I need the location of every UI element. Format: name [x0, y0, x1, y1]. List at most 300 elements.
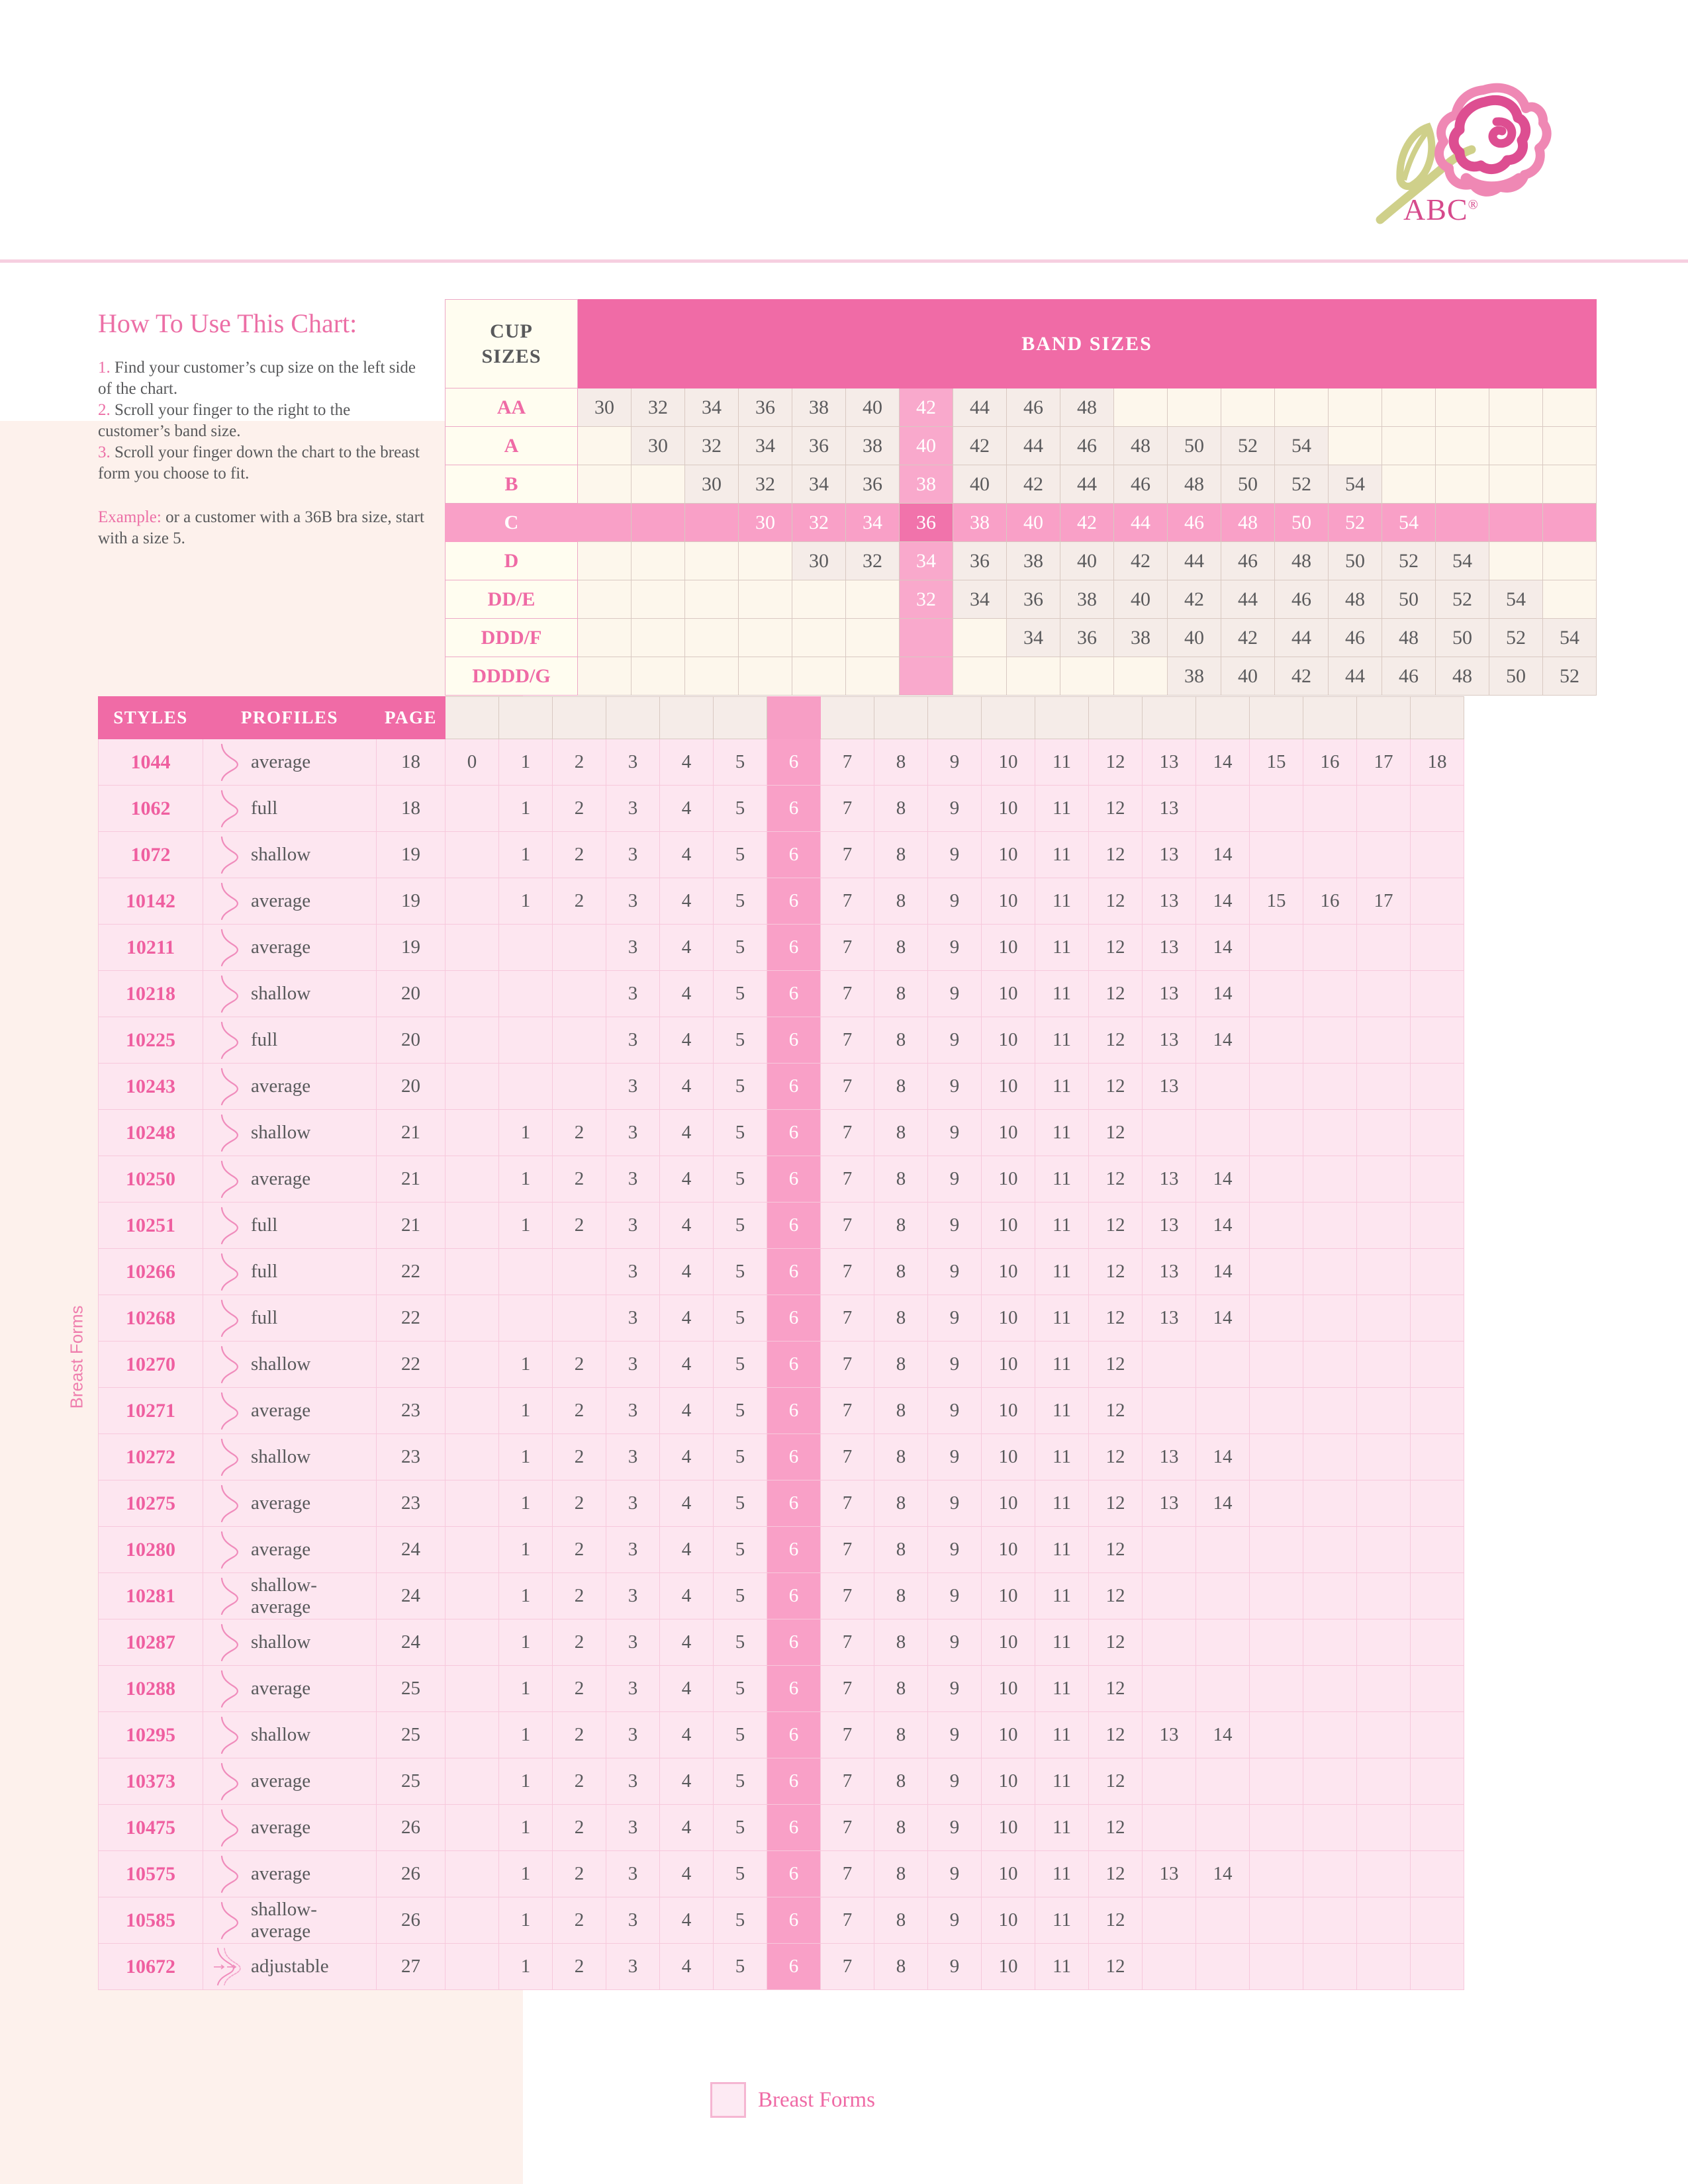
styles-header-spacer: [1303, 697, 1357, 739]
form-size-cell: [1250, 832, 1303, 878]
form-size-cell: [1357, 1064, 1411, 1110]
band-size-cell: 34: [792, 465, 846, 504]
form-size-cell: 12: [1089, 1897, 1143, 1944]
cup-size-label: B: [445, 465, 578, 504]
form-size-cell: 7: [821, 1388, 874, 1434]
table-row[interactable]: [99, 739, 1464, 786]
band-size-cell: 50: [1221, 465, 1275, 504]
table-row[interactable]: [99, 1480, 1464, 1527]
form-size-cell: [1303, 1156, 1357, 1203]
table-row[interactable]: [99, 1388, 1464, 1434]
band-size-cell: 38: [900, 465, 953, 504]
form-size-cell: [1411, 1805, 1464, 1851]
form-size-cell: [1411, 925, 1464, 971]
form-size-cell: [1250, 1619, 1303, 1666]
form-size-cell: 10: [982, 1434, 1035, 1480]
form-size-cell: 10: [982, 1156, 1035, 1203]
form-size-cell: 8: [874, 1897, 928, 1944]
form-size-cell: 11: [1035, 1619, 1089, 1666]
form-size-cell: 11: [1035, 1805, 1089, 1851]
form-size-cell: [445, 1851, 499, 1897]
form-size-cell: [1196, 1805, 1250, 1851]
band-size-cell: 42: [1168, 580, 1221, 619]
form-size-cell: 2: [553, 1434, 606, 1480]
table-row[interactable]: [99, 1712, 1464, 1758]
table-row[interactable]: [99, 1897, 1464, 1944]
form-size-cell: 1: [499, 1851, 553, 1897]
band-size-cell: 36: [900, 504, 953, 542]
form-size-cell: 7: [821, 1573, 874, 1619]
style-number: 10280: [99, 1527, 203, 1573]
header-divider-rule: [0, 259, 1688, 263]
form-size-cell: 10: [982, 739, 1035, 786]
band-size-cell: 34: [685, 388, 739, 427]
form-size-cell: [1250, 1897, 1303, 1944]
form-size-cell: 8: [874, 1527, 928, 1573]
band-size-cell: 44: [1168, 542, 1221, 580]
form-size-cell: [1411, 1295, 1464, 1342]
styles-column-header: STYLES: [99, 697, 203, 739]
form-size-cell: [499, 1249, 553, 1295]
form-size-cell: 9: [928, 739, 982, 786]
form-size-cell: 9: [928, 1851, 982, 1897]
profile-cell: [203, 1295, 377, 1342]
form-size-cell: 7: [821, 739, 874, 786]
form-size-cell: 6: [767, 1944, 821, 1990]
form-size-cell: [445, 1156, 499, 1203]
form-size-cell: 4: [660, 1805, 714, 1851]
form-size-cell: 12: [1089, 1342, 1143, 1388]
band-size-cell: [1221, 388, 1275, 427]
table-row[interactable]: [99, 1944, 1464, 1990]
form-size-cell: 13: [1143, 1712, 1196, 1758]
form-size-cell: 15: [1250, 739, 1303, 786]
cup-sizes-header: [445, 300, 578, 388]
form-size-cell: 3: [606, 739, 660, 786]
brand-wordmark: [1403, 192, 1479, 227]
form-size-cell: 3: [606, 1295, 660, 1342]
form-size-cell: 12: [1089, 1573, 1143, 1619]
form-size-cell: 10: [982, 1064, 1035, 1110]
form-size-cell: 4: [660, 1897, 714, 1944]
profile-label: average: [251, 1678, 311, 1699]
form-size-cell: 7: [821, 925, 874, 971]
form-size-cell: [1411, 1573, 1464, 1619]
form-size-cell: 11: [1035, 1897, 1089, 1944]
form-size-cell: 12: [1089, 971, 1143, 1017]
form-size-cell: 10: [982, 1388, 1035, 1434]
form-size-cell: 6: [767, 1851, 821, 1897]
form-size-cell: 7: [821, 1064, 874, 1110]
form-size-cell: 4: [660, 1758, 714, 1805]
profile-cell: [203, 739, 377, 786]
form-size-cell: [445, 1434, 499, 1480]
style-number: 10211: [99, 925, 203, 971]
form-size-cell: 11: [1035, 786, 1089, 832]
band-size-cell: 42: [1114, 542, 1168, 580]
form-size-cell: [1411, 786, 1464, 832]
band-size-cell: [1543, 504, 1597, 542]
form-size-cell: 5: [714, 1342, 767, 1388]
page-number: 23: [377, 1388, 445, 1434]
profile-cell: [203, 1712, 377, 1758]
table-row[interactable]: [99, 1064, 1464, 1110]
profile-cell: [203, 1897, 377, 1944]
form-size-cell: [1303, 1342, 1357, 1388]
band-size-cell: 42: [900, 388, 953, 427]
form-size-cell: 7: [821, 1527, 874, 1573]
form-size-cell: 11: [1035, 1527, 1089, 1573]
form-size-cell: [1357, 1573, 1411, 1619]
form-size-cell: 1: [499, 1434, 553, 1480]
profile-cell: [203, 1805, 377, 1851]
form-size-cell: [1411, 1851, 1464, 1897]
breast-profile-icon: [212, 1530, 247, 1570]
form-size-cell: 2: [553, 878, 606, 925]
form-size-cell: 3: [606, 1944, 660, 1990]
band-size-cell: 46: [1221, 542, 1275, 580]
form-size-cell: 2: [553, 1573, 606, 1619]
band-size-cell: 32: [900, 580, 953, 619]
form-size-cell: 12: [1089, 1110, 1143, 1156]
page-number: 18: [377, 739, 445, 786]
form-size-cell: [445, 925, 499, 971]
form-size-cell: 3: [606, 1388, 660, 1434]
band-size-cell: 44: [1221, 580, 1275, 619]
form-size-cell: [1357, 1944, 1411, 1990]
profile-label: shallow: [251, 844, 311, 865]
form-size-cell: 5: [714, 1295, 767, 1342]
form-size-cell: [445, 1110, 499, 1156]
form-size-cell: [1303, 1944, 1357, 1990]
form-size-cell: 2: [553, 1342, 606, 1388]
style-number: 1044: [99, 739, 203, 786]
form-size-cell: 16: [1303, 739, 1357, 786]
form-size-cell: 10: [982, 1527, 1035, 1573]
band-size-cell: [685, 580, 739, 619]
form-size-cell: 1: [499, 1666, 553, 1712]
form-size-cell: 3: [606, 1851, 660, 1897]
form-size-cell: [553, 1064, 606, 1110]
form-size-cell: 4: [660, 1342, 714, 1388]
table-row[interactable]: [99, 925, 1464, 971]
band-size-cell: [1275, 388, 1329, 427]
form-size-cell: [1357, 1851, 1411, 1897]
form-size-cell: 6: [767, 1897, 821, 1944]
band-size-cell: 36: [1007, 580, 1060, 619]
form-size-cell: [1411, 1249, 1464, 1295]
table-row[interactable]: [99, 1249, 1464, 1295]
table-row[interactable]: [99, 1805, 1464, 1851]
form-size-cell: [1357, 1805, 1411, 1851]
profile-cell: [203, 1480, 377, 1527]
table-row[interactable]: [99, 1758, 1464, 1805]
profile-cell: [203, 1851, 377, 1897]
page-number: 25: [377, 1712, 445, 1758]
band-size-cell: [685, 504, 739, 542]
form-size-cell: 2: [553, 1666, 606, 1712]
band-size-cell: 54: [1275, 427, 1329, 465]
form-size-cell: [1357, 1897, 1411, 1944]
styles-header-spacer: [1250, 697, 1303, 739]
form-size-cell: 8: [874, 1342, 928, 1388]
band-size-cell: [1543, 465, 1597, 504]
form-size-cell: 7: [821, 1619, 874, 1666]
form-size-cell: 6: [767, 1110, 821, 1156]
form-size-cell: 8: [874, 739, 928, 786]
style-number: 10218: [99, 971, 203, 1017]
form-size-cell: 7: [821, 786, 874, 832]
form-size-cell: [1357, 925, 1411, 971]
form-size-cell: 11: [1035, 739, 1089, 786]
form-size-cell: [1357, 1249, 1411, 1295]
form-size-cell: [1303, 1249, 1357, 1295]
profile-label: full: [251, 1029, 278, 1050]
form-size-cell: 13: [1143, 1064, 1196, 1110]
band-size-cell: 48: [1168, 465, 1221, 504]
band-size-cell: 38: [846, 427, 900, 465]
band-size-cell: 54: [1329, 465, 1382, 504]
form-size-cell: 1: [499, 832, 553, 878]
form-size-cell: [445, 1944, 499, 1990]
form-size-cell: [1196, 1110, 1250, 1156]
form-size-cell: 12: [1089, 1480, 1143, 1527]
profile-cell: [203, 832, 377, 878]
styles-header-spacer: [499, 697, 553, 739]
profile-label: full: [251, 1214, 278, 1236]
form-size-cell: 0: [445, 739, 499, 786]
form-size-cell: 11: [1035, 1573, 1089, 1619]
form-size-cell: 6: [767, 1064, 821, 1110]
band-size-cell: 32: [739, 465, 792, 504]
form-size-cell: 9: [928, 1573, 982, 1619]
form-size-cell: [1303, 1666, 1357, 1712]
form-size-cell: 13: [1143, 1851, 1196, 1897]
form-size-cell: [1411, 832, 1464, 878]
styles-header-spacer: [606, 697, 660, 739]
form-size-cell: 1: [499, 1758, 553, 1805]
form-size-cell: 1: [499, 878, 553, 925]
form-size-cell: [445, 1249, 499, 1295]
table-row[interactable]: [99, 786, 1464, 832]
band-size-cell: [578, 504, 632, 542]
page-number: 24: [377, 1619, 445, 1666]
table-row[interactable]: [99, 1527, 1464, 1573]
page-number: 23: [377, 1480, 445, 1527]
profile-label: average: [251, 1817, 311, 1838]
band-size-cell: 34: [846, 504, 900, 542]
band-size-cell: 42: [953, 427, 1007, 465]
styles-header-spacer: [1196, 697, 1250, 739]
styles-header-spacer: [1411, 697, 1464, 739]
profile-label: average: [251, 1400, 311, 1421]
chart-row: [445, 427, 1597, 465]
table-row[interactable]: [99, 1434, 1464, 1480]
profile-cell: [203, 1573, 377, 1619]
form-size-cell: 2: [553, 1619, 606, 1666]
band-size-cell: [1436, 504, 1489, 542]
form-size-cell: [499, 971, 553, 1017]
form-size-cell: 10: [982, 1944, 1035, 1990]
form-size-cell: 10: [982, 1203, 1035, 1249]
form-size-cell: [1411, 1527, 1464, 1573]
table-row[interactable]: [99, 832, 1464, 878]
table-row[interactable]: [99, 1573, 1464, 1619]
form-size-cell: [1143, 1527, 1196, 1573]
form-size-cell: [445, 1758, 499, 1805]
form-size-cell: 13: [1143, 971, 1196, 1017]
band-size-cell: [792, 580, 846, 619]
band-size-cell: [1436, 427, 1489, 465]
form-size-cell: 5: [714, 786, 767, 832]
breast-profile-icon: [212, 1067, 247, 1107]
form-size-cell: 12: [1089, 1758, 1143, 1805]
form-size-cell: [1250, 1434, 1303, 1480]
form-size-cell: 6: [767, 1388, 821, 1434]
band-size-cell: 52: [1382, 542, 1436, 580]
band-size-cell: 40: [1221, 657, 1275, 696]
form-size-cell: [1250, 1480, 1303, 1527]
form-size-cell: [1250, 1295, 1303, 1342]
form-size-cell: 9: [928, 925, 982, 971]
form-size-cell: [1196, 1064, 1250, 1110]
form-size-cell: 11: [1035, 1156, 1089, 1203]
band-size-cell: [1168, 388, 1221, 427]
form-size-cell: 9: [928, 971, 982, 1017]
form-size-cell: [1250, 1666, 1303, 1712]
form-size-cell: 7: [821, 1666, 874, 1712]
form-size-cell: 12: [1089, 1249, 1143, 1295]
page-number: 24: [377, 1573, 445, 1619]
profiles-column-header: PROFILES: [203, 697, 377, 739]
form-size-cell: 11: [1035, 878, 1089, 925]
chart-row: [445, 657, 1597, 696]
band-size-cell: 42: [1060, 504, 1114, 542]
form-size-cell: 12: [1089, 1712, 1143, 1758]
form-size-cell: 14: [1196, 1434, 1250, 1480]
style-number: 10225: [99, 1017, 203, 1064]
table-row[interactable]: [99, 1619, 1464, 1666]
form-size-cell: 4: [660, 1156, 714, 1203]
band-size-cell: 46: [1007, 388, 1060, 427]
legend-color-swatch: [710, 2082, 746, 2118]
form-size-cell: 6: [767, 1342, 821, 1388]
band-size-cell: [792, 619, 846, 657]
form-size-cell: 6: [767, 878, 821, 925]
form-size-cell: 5: [714, 1388, 767, 1434]
form-size-cell: 10: [982, 1666, 1035, 1712]
form-size-cell: [445, 1573, 499, 1619]
style-number: 10575: [99, 1851, 203, 1897]
form-size-cell: 4: [660, 832, 714, 878]
form-size-cell: 8: [874, 1944, 928, 1990]
form-size-cell: 5: [714, 1249, 767, 1295]
table-row[interactable]: [99, 1295, 1464, 1342]
form-size-cell: [1357, 832, 1411, 878]
form-size-cell: [1196, 786, 1250, 832]
form-size-cell: [445, 832, 499, 878]
form-size-cell: 4: [660, 1017, 714, 1064]
profile-label: shallow: [251, 983, 311, 1004]
form-size-cell: 11: [1035, 1944, 1089, 1990]
form-size-cell: 11: [1035, 1480, 1089, 1527]
cup-size-label: A: [445, 427, 578, 465]
form-size-cell: 14: [1196, 1203, 1250, 1249]
form-size-cell: 3: [606, 1527, 660, 1573]
band-size-cell: 44: [953, 388, 1007, 427]
breast-profile-icon: [212, 1901, 247, 1940]
band-size-cell: 32: [632, 388, 685, 427]
form-size-cell: 13: [1143, 1156, 1196, 1203]
band-size-cell: 52: [1436, 580, 1489, 619]
page-number: 21: [377, 1156, 445, 1203]
table-row[interactable]: [99, 878, 1464, 925]
form-size-cell: [1250, 786, 1303, 832]
form-size-cell: 12: [1089, 1805, 1143, 1851]
band-size-cell: [846, 580, 900, 619]
form-size-cell: 8: [874, 1156, 928, 1203]
band-size-cell: 44: [1060, 465, 1114, 504]
form-size-cell: 3: [606, 1156, 660, 1203]
page-number: 19: [377, 832, 445, 878]
table-row[interactable]: [99, 1110, 1464, 1156]
chart-row: [445, 504, 1597, 542]
breast-profile-icon: [212, 1715, 247, 1755]
band-size-cell: 52: [1275, 465, 1329, 504]
form-size-cell: 5: [714, 1897, 767, 1944]
page-number: 20: [377, 1064, 445, 1110]
band-size-cell: 54: [1436, 542, 1489, 580]
band-size-cell: [685, 542, 739, 580]
form-size-cell: [1411, 1156, 1464, 1203]
form-size-cell: 14: [1196, 832, 1250, 878]
form-size-cell: 13: [1143, 1295, 1196, 1342]
table-row[interactable]: [99, 1851, 1464, 1897]
form-size-cell: 3: [606, 786, 660, 832]
form-size-cell: 5: [714, 1944, 767, 1990]
page-number: 26: [377, 1897, 445, 1944]
page-number: 21: [377, 1203, 445, 1249]
table-row[interactable]: [99, 1156, 1464, 1203]
step-2-number: 2.: [98, 401, 111, 419]
band-size-cell: [900, 619, 953, 657]
form-size-cell: 10: [982, 1758, 1035, 1805]
form-size-cell: 9: [928, 1758, 982, 1805]
band-size-cell: 44: [1114, 504, 1168, 542]
band-size-cell: 38: [1168, 657, 1221, 696]
style-number: 1072: [99, 832, 203, 878]
breast-profile-icon: [212, 1160, 247, 1199]
form-size-cell: [1411, 1480, 1464, 1527]
band-size-cell: 40: [1007, 504, 1060, 542]
profile-cell: [203, 1249, 377, 1295]
breast-profile-icon: [212, 835, 247, 875]
form-size-cell: 6: [767, 925, 821, 971]
table-row[interactable]: [99, 1342, 1464, 1388]
table-row[interactable]: [99, 1666, 1464, 1712]
profile-cell: [203, 971, 377, 1017]
form-size-cell: 16: [1303, 878, 1357, 925]
table-row[interactable]: [99, 971, 1464, 1017]
page-column-header: PAGE: [377, 697, 445, 739]
table-row[interactable]: [99, 1203, 1464, 1249]
band-size-cell: 52: [1221, 427, 1275, 465]
profile-label: shallow-average: [251, 1898, 317, 1942]
breast-profile-icon: [212, 1391, 247, 1431]
band-size-cell: [1382, 388, 1436, 427]
table-row[interactable]: [99, 1017, 1464, 1064]
form-size-cell: [1196, 1666, 1250, 1712]
